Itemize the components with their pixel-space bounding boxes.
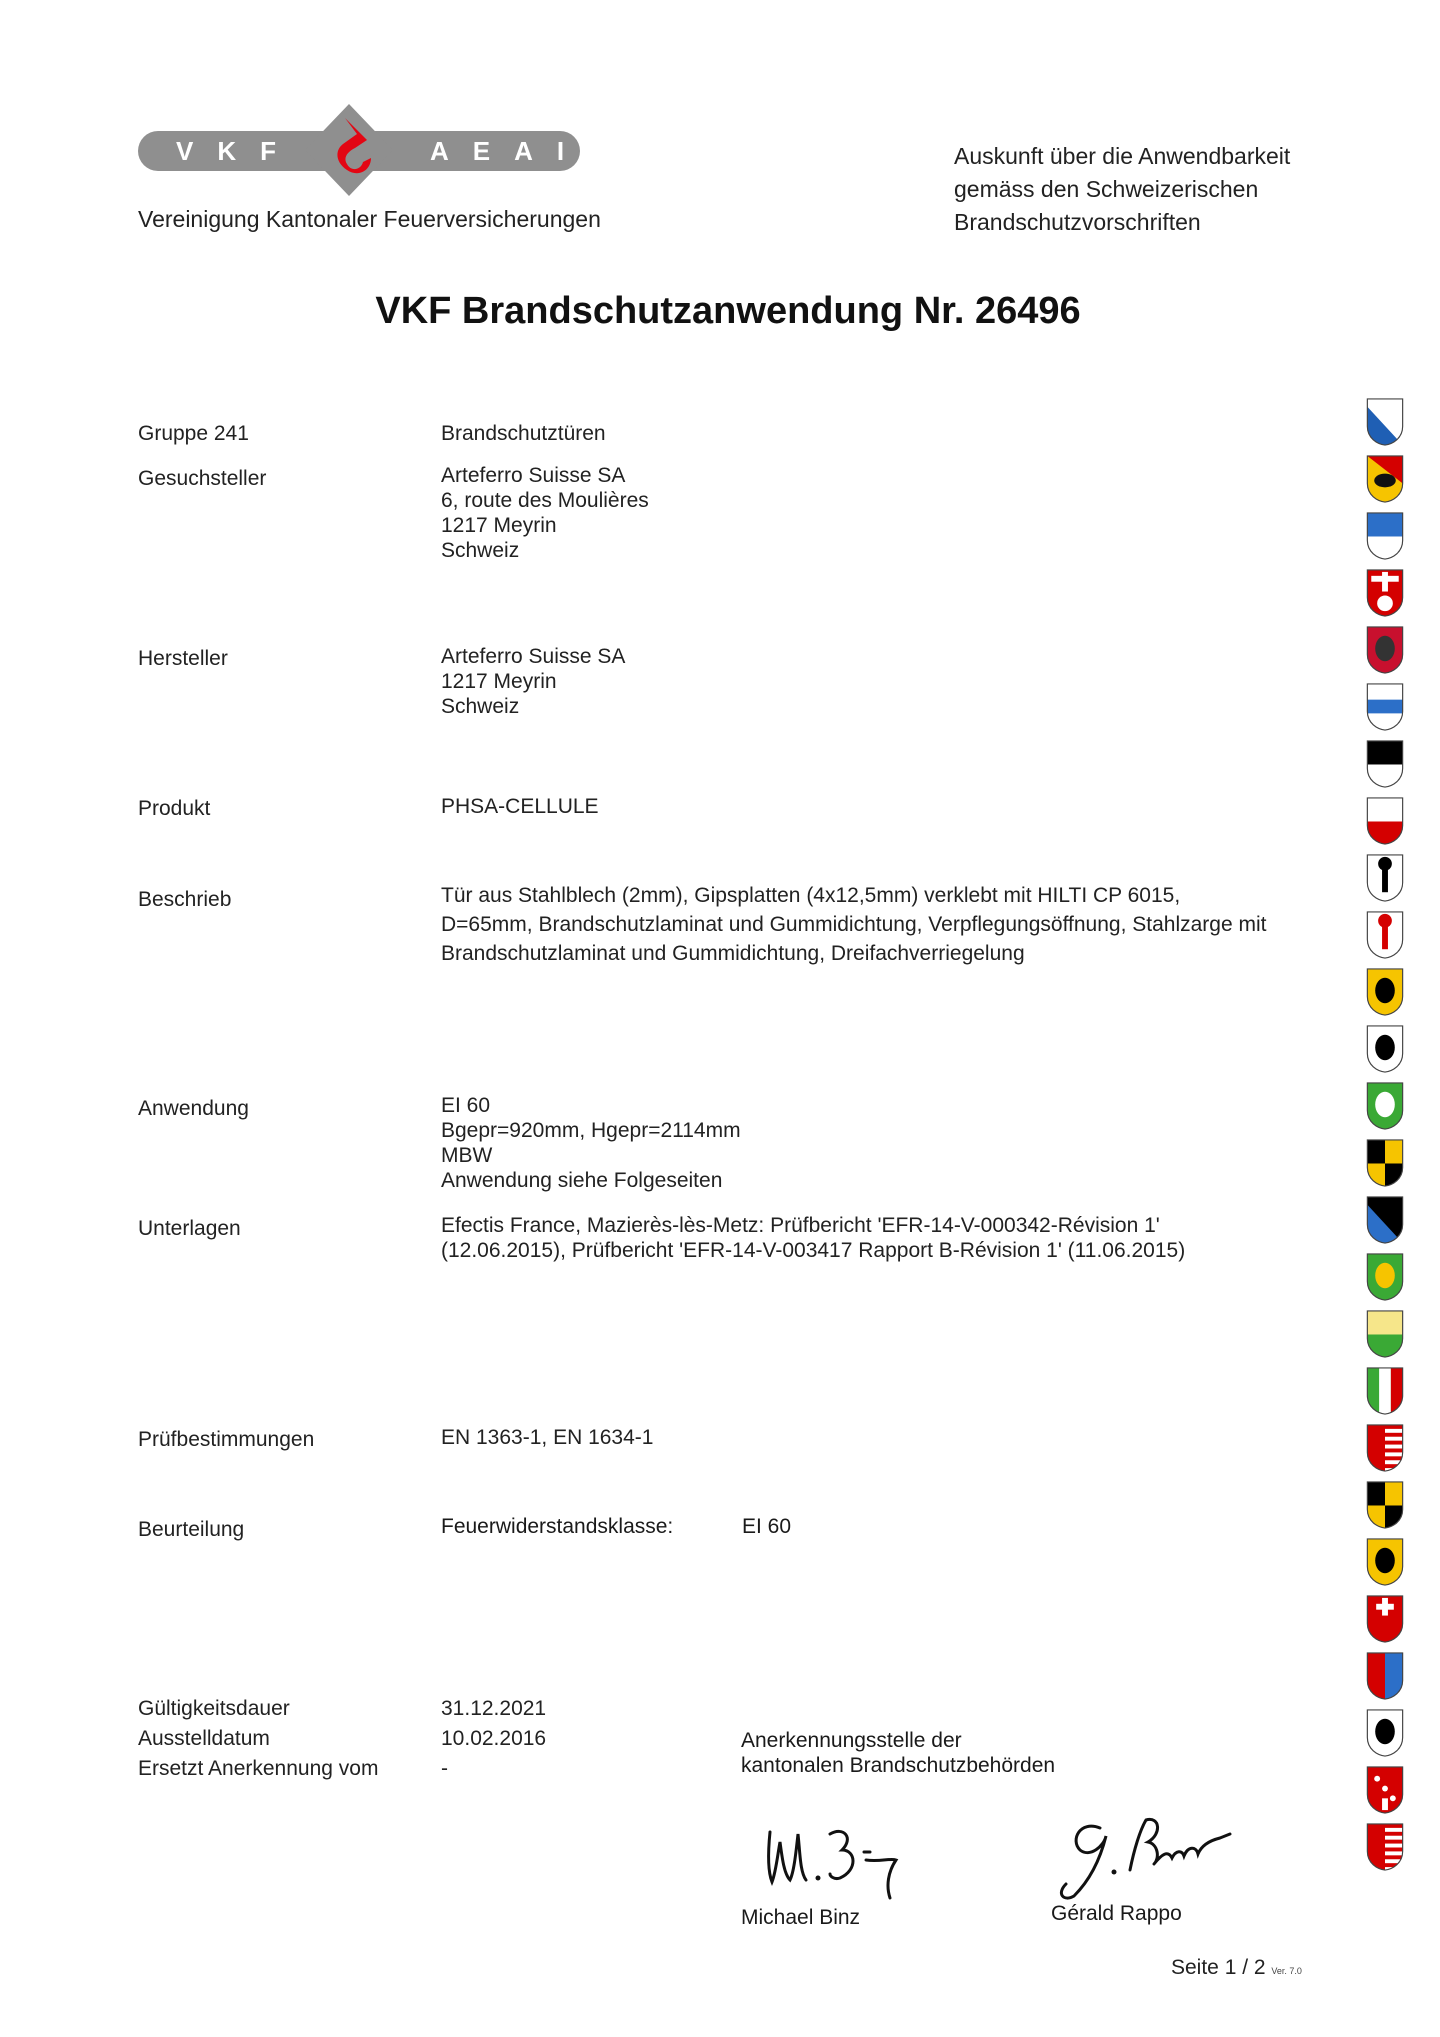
anwendung-label: Anwendung: [138, 1097, 249, 1120]
canton-crest-icon: [1365, 1765, 1405, 1815]
aeai-logo-text: AEAI: [430, 136, 589, 166]
document-title: VKF Brandschutzanwendung Nr. 26496: [375, 290, 1081, 332]
canton-crest-icon: [1365, 1252, 1405, 1302]
address-line: 6, route des Moulières: [441, 489, 649, 512]
hersteller-label: Hersteller: [138, 647, 228, 670]
organization-name: Vereinigung Kantonaler Feuerversicherungen: [138, 206, 601, 232]
canton-crest-icon: [1365, 511, 1405, 561]
canton-crest-icon: [1365, 1138, 1405, 1188]
application-line: MBW: [441, 1144, 493, 1167]
canton-crest-icon: [1365, 1366, 1405, 1416]
canton-crest-icon: [1365, 910, 1405, 960]
canton-crest-icon: [1365, 1651, 1405, 1701]
unterlagen-label: Unterlagen: [138, 1217, 241, 1240]
signer-name-rappo: Gérald Rappo: [1051, 1902, 1182, 1925]
canton-crest-icon: [1365, 1822, 1405, 1872]
document-reference-line: (12.06.2015), Prüfbericht 'EFR-14-V-003417 Rapport B-Révision 1' (11.06.2015): [441, 1239, 1186, 1262]
beschrieb-value: [441, 881, 1321, 968]
application-line: Bgepr=920mm, Hgepr=2114mm: [441, 1119, 741, 1142]
canton-crest-icon: [1365, 853, 1405, 903]
hersteller-value: [441, 644, 1321, 719]
canton-crest-icon: [1365, 1708, 1405, 1758]
unterlagen-value: [441, 1213, 1321, 1263]
anwendung-value: [441, 1093, 1321, 1193]
ausstelldatum-value: 10.02.2016: [441, 1727, 547, 1750]
canton-crest-icon: [1365, 1423, 1405, 1473]
authority-block: [741, 1728, 1055, 1778]
pruefbestimmungen-value: EN 1363-1, EN 1634-1: [441, 1426, 654, 1449]
header-info: [954, 140, 1334, 239]
canton-crest-icon: [1365, 1537, 1405, 1587]
ersetzt-label: Ersetzt Anerkennung vom: [138, 1757, 379, 1780]
gesuchsteller-value: [441, 463, 1321, 563]
beurteilung-label: Beurteilung: [138, 1518, 245, 1541]
canton-crest-icon: [1365, 568, 1405, 618]
description-line: Brandschutzlaminat und Gummidichtung, Dreifachverriegelung: [441, 942, 1025, 965]
address-line: Arteferro Suisse SA: [441, 464, 626, 487]
header-info-line: Auskunft über die Anwendbarkeit: [954, 143, 1291, 169]
produkt-value: PHSA-CELLULE: [441, 795, 599, 818]
address-line: 1217 Meyrin: [441, 514, 557, 537]
canton-crest-icon: [1365, 397, 1405, 447]
version-label: Ver. 7.0: [1271, 1966, 1302, 1976]
header-info-line: gemäss den Schweizerischen: [954, 176, 1259, 202]
gesuchsteller-label: Gesuchsteller: [138, 467, 267, 490]
page-number: [1171, 1956, 1302, 1980]
produkt-label: Produkt: [138, 797, 211, 820]
document-reference-line: Efectis France, Mazierès-lès-Metz: Prüfbericht 'EFR-14-V-000342-Révision 1': [441, 1214, 1160, 1237]
page-indicator: Seite 1 / 2: [1171, 1956, 1266, 1979]
gruppe-label: Gruppe 241: [138, 422, 249, 445]
signature-rappo-icon: [1050, 1810, 1250, 1900]
header-info-line: Brandschutzvorschriften: [954, 209, 1201, 235]
ausstelldatum-label: Ausstelldatum: [138, 1727, 270, 1750]
canton-crest-icon: [1365, 1594, 1405, 1644]
authority-line: kantonalen Brandschutzbehörden: [741, 1754, 1056, 1777]
canton-crest-icon: [1365, 1024, 1405, 1074]
beschrieb-label: Beschrieb: [138, 888, 232, 911]
address-line: Schweiz: [441, 539, 520, 562]
canton-crests-column: [1362, 397, 1408, 1879]
canton-crest-icon: [1365, 625, 1405, 675]
description-line: Tür aus Stahlblech (2mm), Gipsplatten (4x12,5mm) verklebt mit HILTI CP 6015,: [441, 884, 1181, 907]
beurteilung-value: EI 60: [742, 1515, 792, 1538]
authority-line: Anerkennungsstelle der: [741, 1729, 962, 1752]
canton-crest-icon: [1365, 1195, 1405, 1245]
canton-crest-icon: [1365, 739, 1405, 789]
address-line: 1217 Meyrin: [441, 670, 557, 693]
application-line: EI 60: [441, 1094, 491, 1117]
gruppe-value: Brandschutztüren: [441, 422, 606, 445]
canton-crest-icon: [1365, 1480, 1405, 1530]
ersetzt-value: -: [441, 1757, 448, 1780]
signer-name-binz: Michael Binz: [741, 1906, 861, 1929]
vkf-logo-text: VKF: [176, 136, 300, 166]
canton-crest-icon: [1365, 454, 1405, 504]
application-line: Anwendung siehe Folgeseiten: [441, 1169, 723, 1192]
pruefbestimmungen-label: Prüfbestimmungen: [138, 1428, 315, 1451]
description-line: D=65mm, Brandschutzlaminat und Gummidichtung, Verpflegungsöffnung, Stahlzarge mit: [441, 913, 1267, 936]
vkf-flame-icon: [305, 104, 393, 196]
beurteilung-sub-label: Feuerwiderstandsklasse:: [441, 1515, 674, 1538]
canton-crest-icon: [1365, 1081, 1405, 1131]
canton-crest-icon: [1365, 967, 1405, 1017]
canton-crest-icon: [1365, 682, 1405, 732]
gueltigkeitsdauer-label: Gültigkeitsdauer: [138, 1697, 290, 1720]
signature-binz-icon: [760, 1812, 920, 1902]
address-line: Schweiz: [441, 695, 520, 718]
canton-crest-icon: [1365, 796, 1405, 846]
gueltigkeitsdauer-value: 31.12.2021: [441, 1697, 547, 1720]
address-line: Arteferro Suisse SA: [441, 645, 626, 668]
canton-crest-icon: [1365, 1309, 1405, 1359]
